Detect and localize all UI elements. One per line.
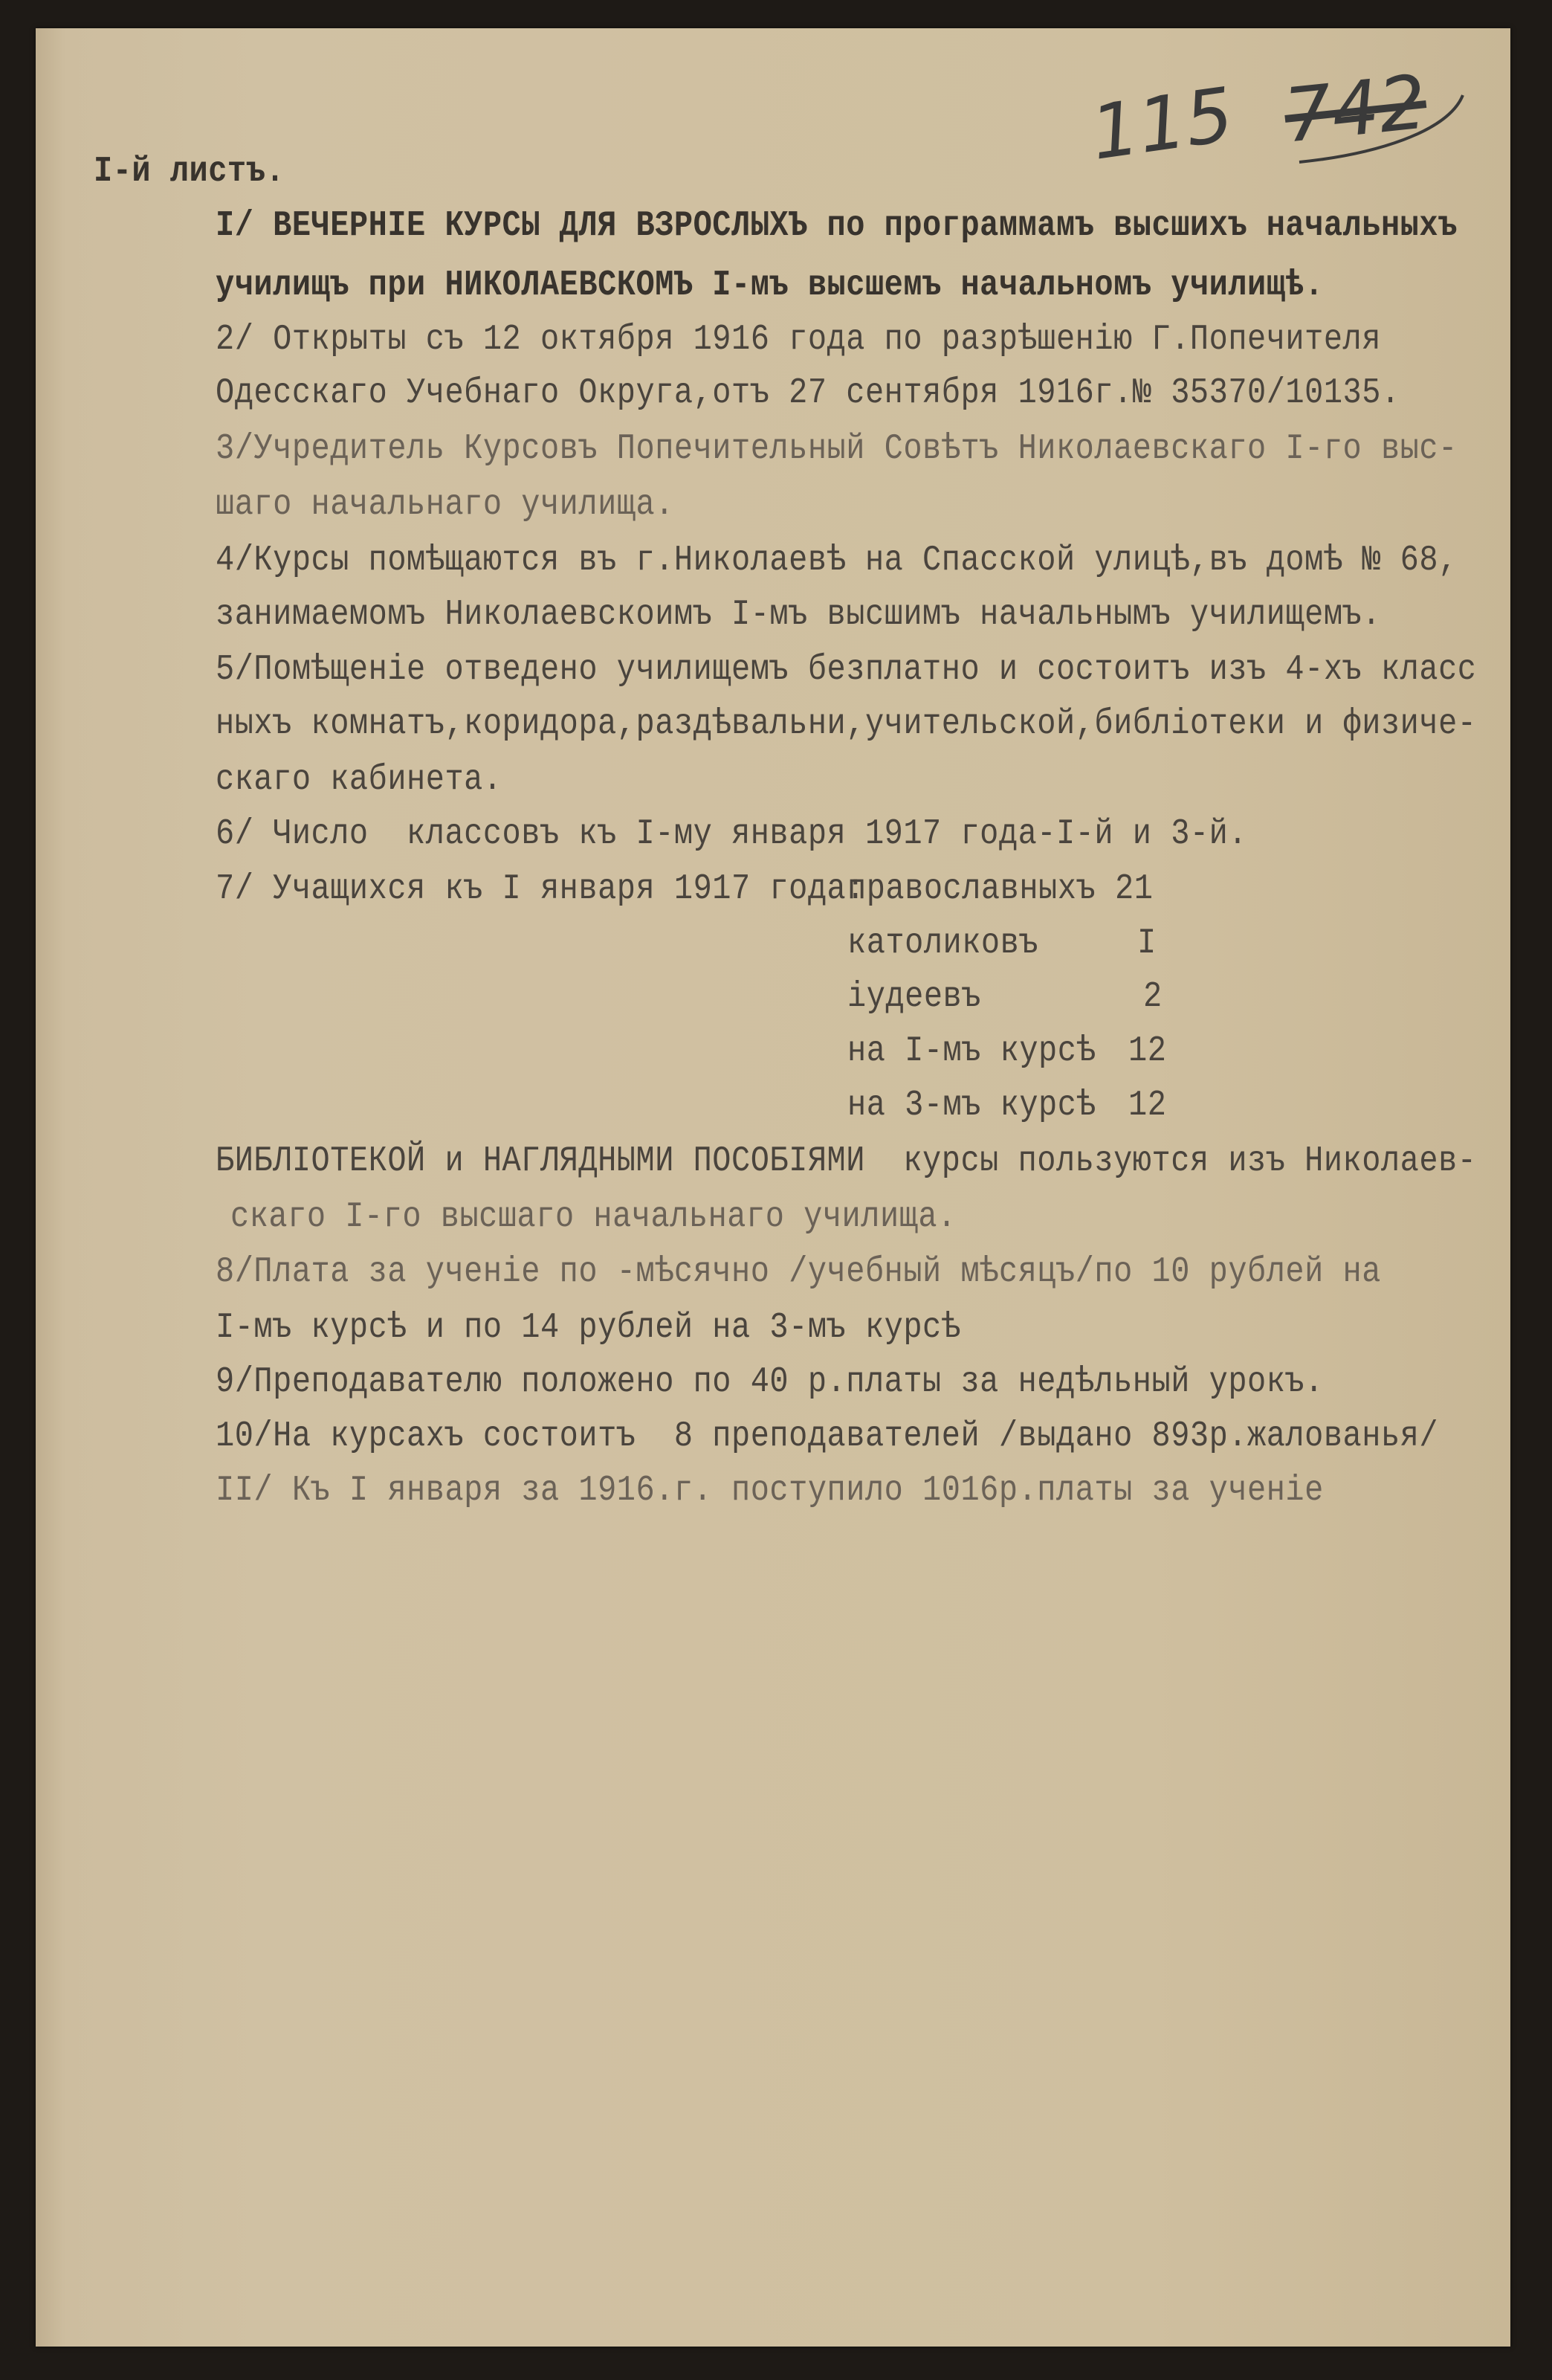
handwritten-loop [1255,73,1478,192]
student-value: 2 [1143,975,1163,1017]
text-line: скаго кабинета. [216,758,502,800]
text-line: 5/Помѣщеніе отведено училищемъ безплатно и состоитъ изъ 4-хъ класс [216,648,1477,690]
student-label: на 3-мъ курсѣ [847,1084,1096,1126]
student-value: 12 [1128,1030,1167,1071]
text-line: занимаемомъ Николаевскоимъ I-мъ высшимъ начальнымъ училищемъ. [216,593,1381,635]
text-line: 8/Плата за ученіе по -мѣсячно /учебный мѣсяцъ/по 10 рублей на [216,1251,1381,1292]
archive-number-new: 115 [1085,71,1239,177]
text-line: 4/Курсы помѣщаются въ г.Николаевѣ на Спасской улицѣ,въ домѣ № 68, [216,539,1458,581]
student-value: 12 [1128,1084,1167,1126]
student-label: католиковъ [847,922,1039,964]
text-line: 10/На курсахъ состоитъ 8 преподавателей /выдано 893р.жалованья/ [216,1415,1439,1457]
sheet-label: I-й листъ. [94,150,285,192]
student-value: I [1137,922,1157,964]
archive-number-old: 742 [1280,58,1431,160]
text-line: БИБЛІОТЕКОЙ и НАГЛЯДНЫМИ ПОСОБІЯМИ курсы пользуются изъ Николаев- [216,1140,1477,1181]
text-line: 6/ Число классовъ къ I-му января 1917 года-I-й и 3-й. [216,813,1248,854]
text-line: шаго начальнаго училища. [216,483,674,525]
text-line: 7/ Учащихся къ I января 1917 года: [216,868,865,909]
student-label: на I-мъ курсѣ [847,1030,1096,1071]
document-page [36,28,1510,2347]
text-line: 9/Преподавателю положено по 40 р.платы за недѣльный урокъ. [216,1361,1324,1402]
text-line: ныхъ комнатъ,коридора,раздѣвальни,учительской,библіотеки и физиче- [216,703,1477,744]
student-label: православныхъ [847,868,1096,909]
student-value: 21 [1115,868,1154,909]
text-line: I-мъ курсѣ и по 14 рублей на 3-мъ курсѣ [216,1306,961,1348]
student-label: іудеевъ [847,975,981,1017]
text-line: II/ Къ I января за 1916.г. поступило 1016р.платы за ученіе [216,1469,1324,1511]
text-line: Одесскаго Учебнаго Округа,отъ 27 сентября 1916г.№ 35370/10135. [216,372,1400,413]
text-line: 3/Учредитель Курсовъ Попечительный Совѣтъ Николаевскаго I-го выс- [216,428,1458,469]
text-line: 2/ Открыты съ 12 октября 1916 года по разрѣшенію Г.Попечителя [216,318,1381,360]
text-line: скаго I-го высшаго начальнаго училища. [230,1196,957,1237]
text-line: I/ ВЕЧЕРНІЕ КУРСЫ ДЛЯ ВЗРОСЛЫХЪ по программамъ высшихъ начальныхъ [216,204,1458,246]
text-line: училищъ при НИКОЛАЕВСКОМЪ I-мъ высшемъ начальномъ училищѣ. [216,264,1324,306]
